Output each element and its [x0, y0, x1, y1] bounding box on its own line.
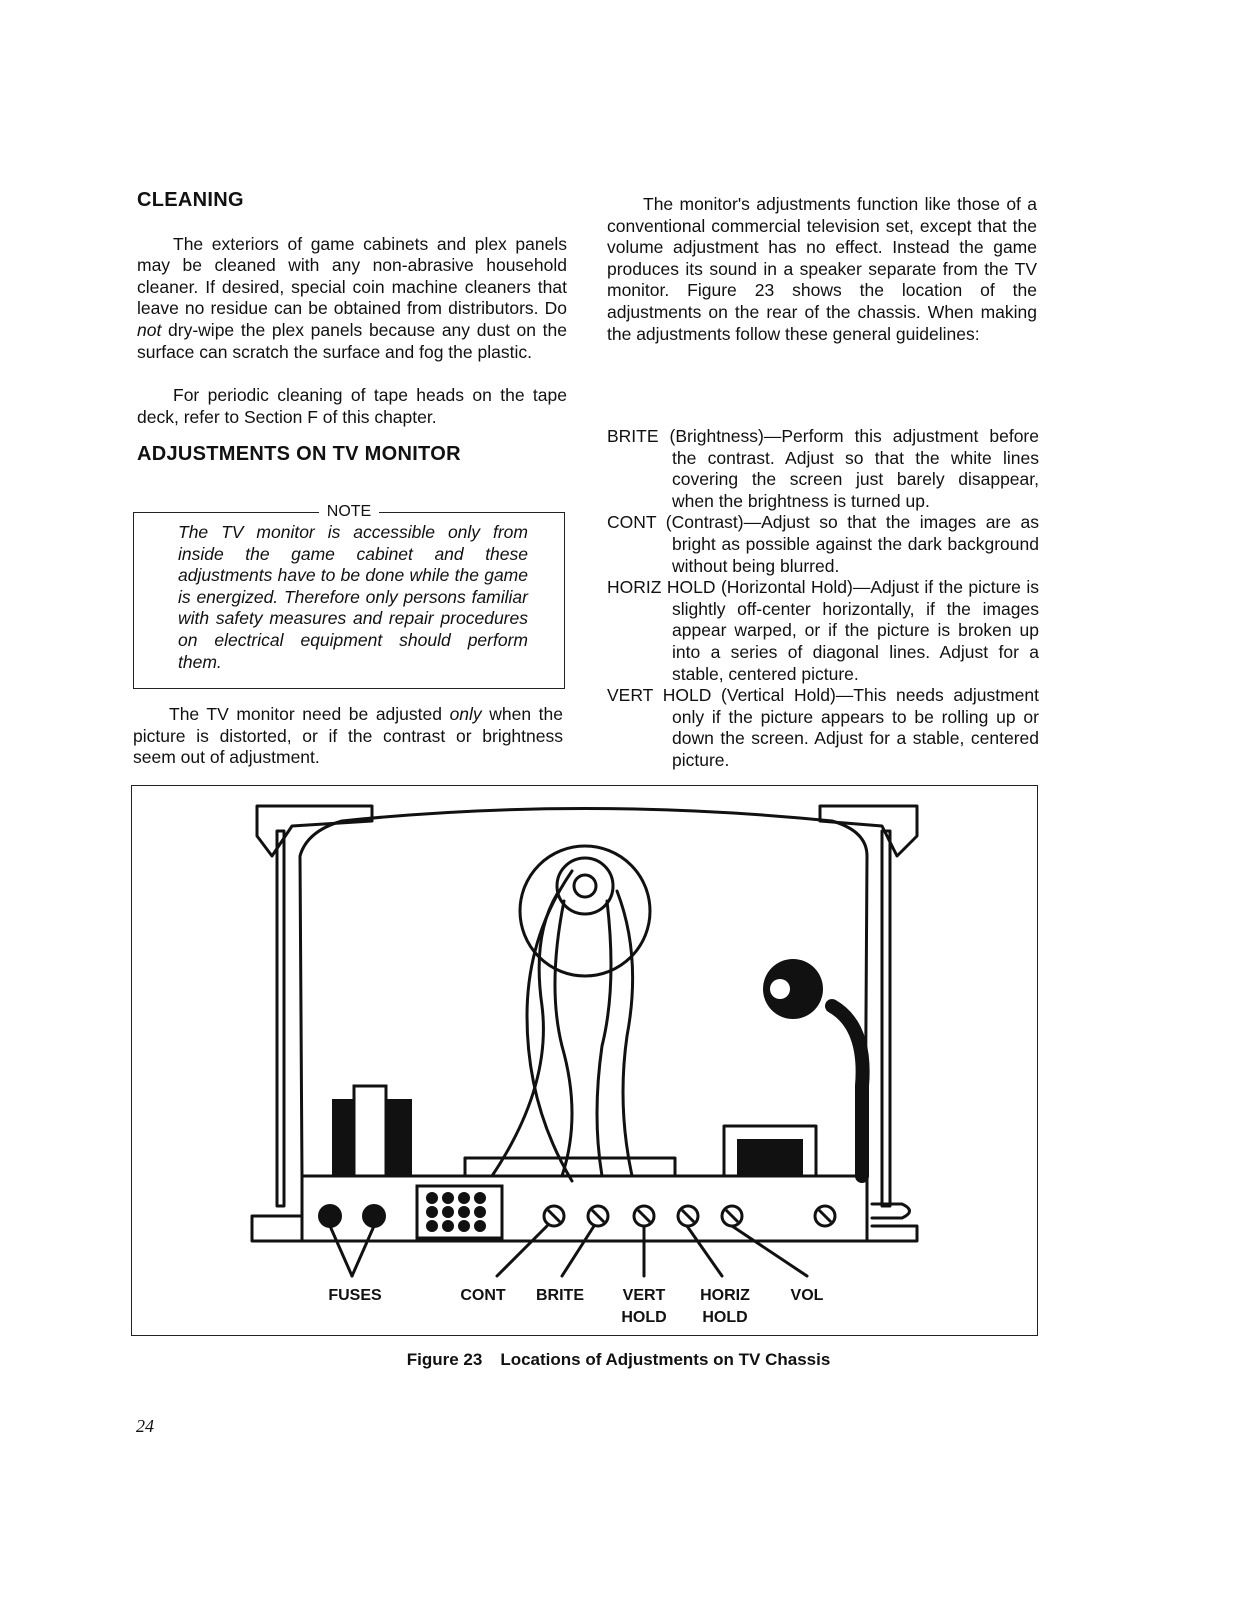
cleaning-paragraph: [137, 234, 567, 364]
adjust-text-a: The TV monitor need be adjusted: [169, 704, 450, 724]
label-vol: VOL: [790, 1287, 824, 1304]
note-label: NOTE: [319, 503, 379, 520]
adjustment-brite: BRITE (Brightness)—Perform this adjustment before the contrast. Adjust so that the white lines covering the screen just barely disappear, when the brightness is turned up.: [607, 426, 1039, 511]
adjustment-vert-hold: VERT HOLD (Vertical Hold)—This needs adjustment only if the picture appears to be rolling up or down the screen. Adjust for a stable, centered picture.: [607, 685, 1039, 770]
figure-caption-text: Locations of Adjustments on TV Chassis: [500, 1350, 831, 1369]
adjustment-horiz-hold: HORIZ HOLD (Horizontal Hold)—Adjust if the picture is slightly off-center horizontally, if the images appear warped, or if the picture is broken up into a series of diagonal lines. Adjust for a stable, centered picture.: [607, 577, 1039, 684]
label-brite: BRITE: [536, 1287, 584, 1304]
left-column: [137, 190, 567, 466]
adjustments-heading: ADJUSTMENTS ON TV MONITOR: [137, 443, 461, 466]
label-fuses: FUSES: [328, 1287, 382, 1304]
note-box: [133, 503, 565, 689]
tape-cleaning-paragraph: For periodic cleaning of tape heads on the tape deck, refer to Section F of this chapter.: [137, 385, 567, 427]
adjust-when-paragraph-wrap: [133, 704, 563, 769]
figure-caption: [0, 1350, 1237, 1370]
note-text: The TV monitor is accessible only from inside the game cabinet and these adjustments have to be done while the game is energized. Therefore only persons familiar with safety measures and repair procedures on electrical equipment should perform them.: [178, 522, 528, 672]
cleaning-text-b: dry-wipe the plex panels because any dust on the surface can scratch the surface and fog the plastic.: [137, 319, 567, 362]
adjust-when-paragraph: [133, 704, 563, 769]
label-vert: VERT: [622, 1287, 666, 1304]
note-heading: [134, 502, 564, 522]
page-number: 24: [136, 1416, 154, 1436]
adjust-text-b: when the picture is distorted, or if the contrast or brightness seem out of adjustment.: [133, 704, 564, 768]
figure-number: Figure 23: [406, 1350, 483, 1369]
label-vert-hold: HOLD: [621, 1309, 667, 1326]
cleaning-text-a: The exteriors of game cabinets and plex panels may be cleaned with any non-abrasive household cleaner. If desired, special coin machine cleaners that leave no residue can be obtained from distributors. Do: [137, 233, 567, 319]
monitor-intro-paragraph: The monitor's adjustments function like those of a conventional commercial television set, except that the volume adjustment has no effect. Instead the game produces its sound in a speaker separate from the TV monitor. Figure 23 shows the location of the adjustments on the rear of the chassis. When making the adjustments follow these general guidelines:: [607, 194, 1037, 344]
cleaning-text-not: not: [137, 319, 162, 340]
adjust-text-only: only: [449, 704, 482, 724]
tv-chassis-diagram: [132, 786, 1037, 1335]
right-column: [607, 194, 1037, 345]
figure-frame: [131, 785, 1038, 1336]
adjustment-cont: CONT (Contrast)—Adjust so that the images are as bright as possible against the dark background without being blurred.: [607, 512, 1039, 576]
cleaning-heading: CLEANING: [137, 189, 244, 211]
label-cont: CONT: [460, 1287, 506, 1304]
adjustment-list: [607, 426, 1039, 772]
label-horiz: HORIZ: [700, 1287, 750, 1304]
label-horiz-hold: HOLD: [702, 1309, 748, 1326]
